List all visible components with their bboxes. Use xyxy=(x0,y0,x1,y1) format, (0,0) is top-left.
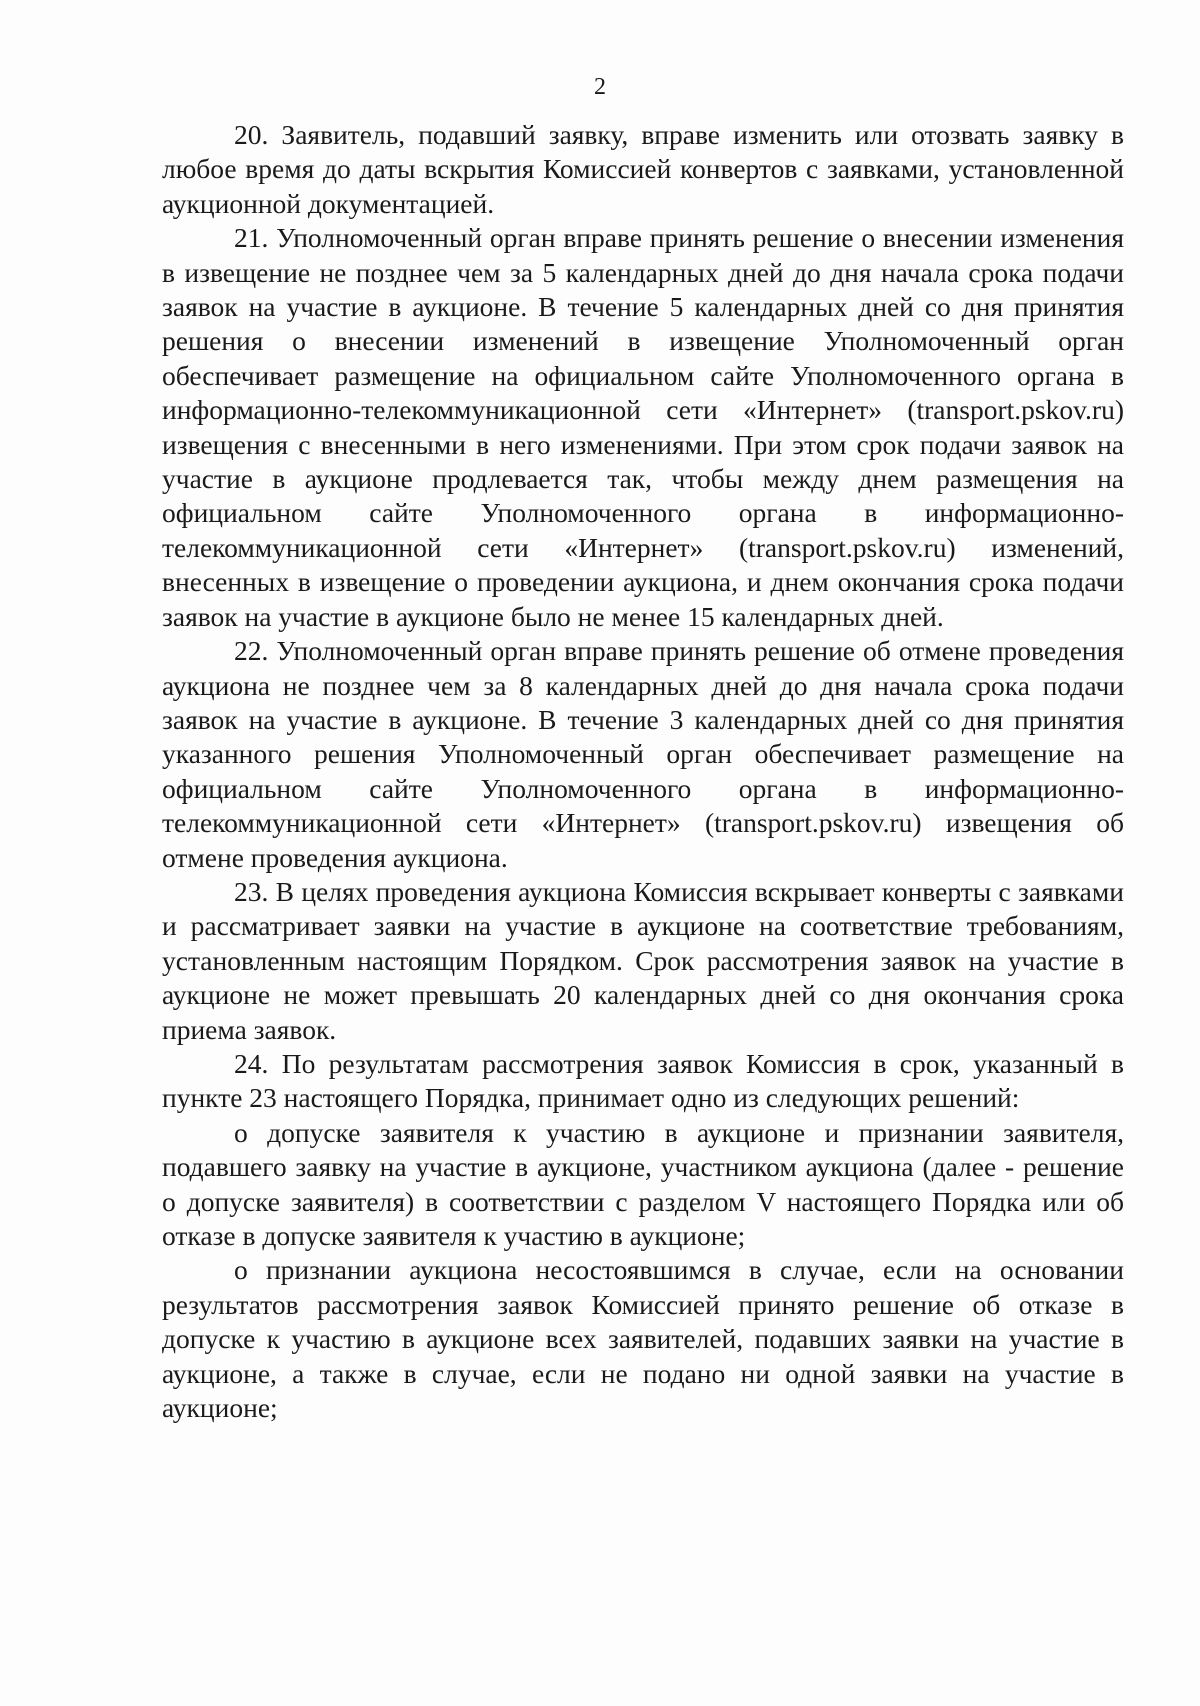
paragraph-23: 23. В целях проведения аукциона Комиссия вскрывает конверты с заявками и рассматривает заявки на участие в аукционе на соответствие требованиям, установленным настоящим Порядком. Срок рассмотрения заявок на участие в аукционе не может превышать 20 календарных дней со дня окончания срока приема заявок. xyxy=(162,875,1124,1045)
paragraph-22: 22. Уполномоченный орган вправе принять решение об отмене проведения аукциона не позднее чем за 8 календарных дней до дня начала срока подачи заявок на участие в аукционе. В течение 3 календарных дней со дня принятия указанного решения Уполномоченный орган обеспечивает размещение на официальном сайте Уполномоченного органа в информационно-телекоммуникационной сети «Интернет» (transport.pskov.ru) извещения об отмене проведения аукциона. xyxy=(162,635,1124,873)
paragraph-24-option-failed-auction: о признании аукциона несостоявшимся в случае, если на основании результатов рассмотрения заявок Комиссией принято решение об отказе в допуске к участию в аукционе всех заявителей, подавших заявки на участие в аукционе, а также в случае, если не подано ни одной заявки на участие в аукционе; xyxy=(162,1254,1124,1424)
paragraph-24: 24. По результатам рассмотрения заявок Комиссия в срок, указанный в пункте 23 настоящего Порядка, принимает одно из следующих решений: xyxy=(162,1047,1124,1114)
document-body xyxy=(162,118,1124,1425)
paragraph-21: 21. Уполномоченный орган вправе принять решение о внесении изменения в извещение не позднее чем за 5 календарных дней до дня начала срока подачи заявок на участие в аукционе. В течение 5 календарных дней со дня принятия решения о внесении изменений в извещение Уполномоченный орган обеспечивает размещение на официальном сайте Уполномоченного органа в информационно-телекоммуникационной сети «Интернет» (transport.pskov.ru) извещения с внесенными в него изменениями. При этом срок подачи заявок на участие в аукционе продлевается так, чтобы между днем размещения на официальном сайте Уполномоченного органа в информационно-телекоммуникационной сети «Интернет» (transport.pskov.ru) изменений, внесенных в извещение о проведении аукциона, и днем окончания срока подачи заявок на участие в аукционе было не менее 15 календарных дней. xyxy=(162,222,1124,632)
page-number: 2 xyxy=(594,74,606,100)
paragraph-20: 20. Заявитель, подавший заявку, вправе изменить или отозвать заявку в любое время до даты вскрытия Комиссией конвертов с заявками, установленной аукционной документацией. xyxy=(162,119,1124,219)
paragraph-24-option-admission: о допуске заявителя к участию в аукционе и признании заявителя, подавшего заявку на участие в аукционе, участником аукциона (далее - решение о допуске заявителя) в соответствии с разделом V настоящего Порядка или об отказе в допуске заявителя к участию в аукционе; xyxy=(162,1116,1124,1251)
